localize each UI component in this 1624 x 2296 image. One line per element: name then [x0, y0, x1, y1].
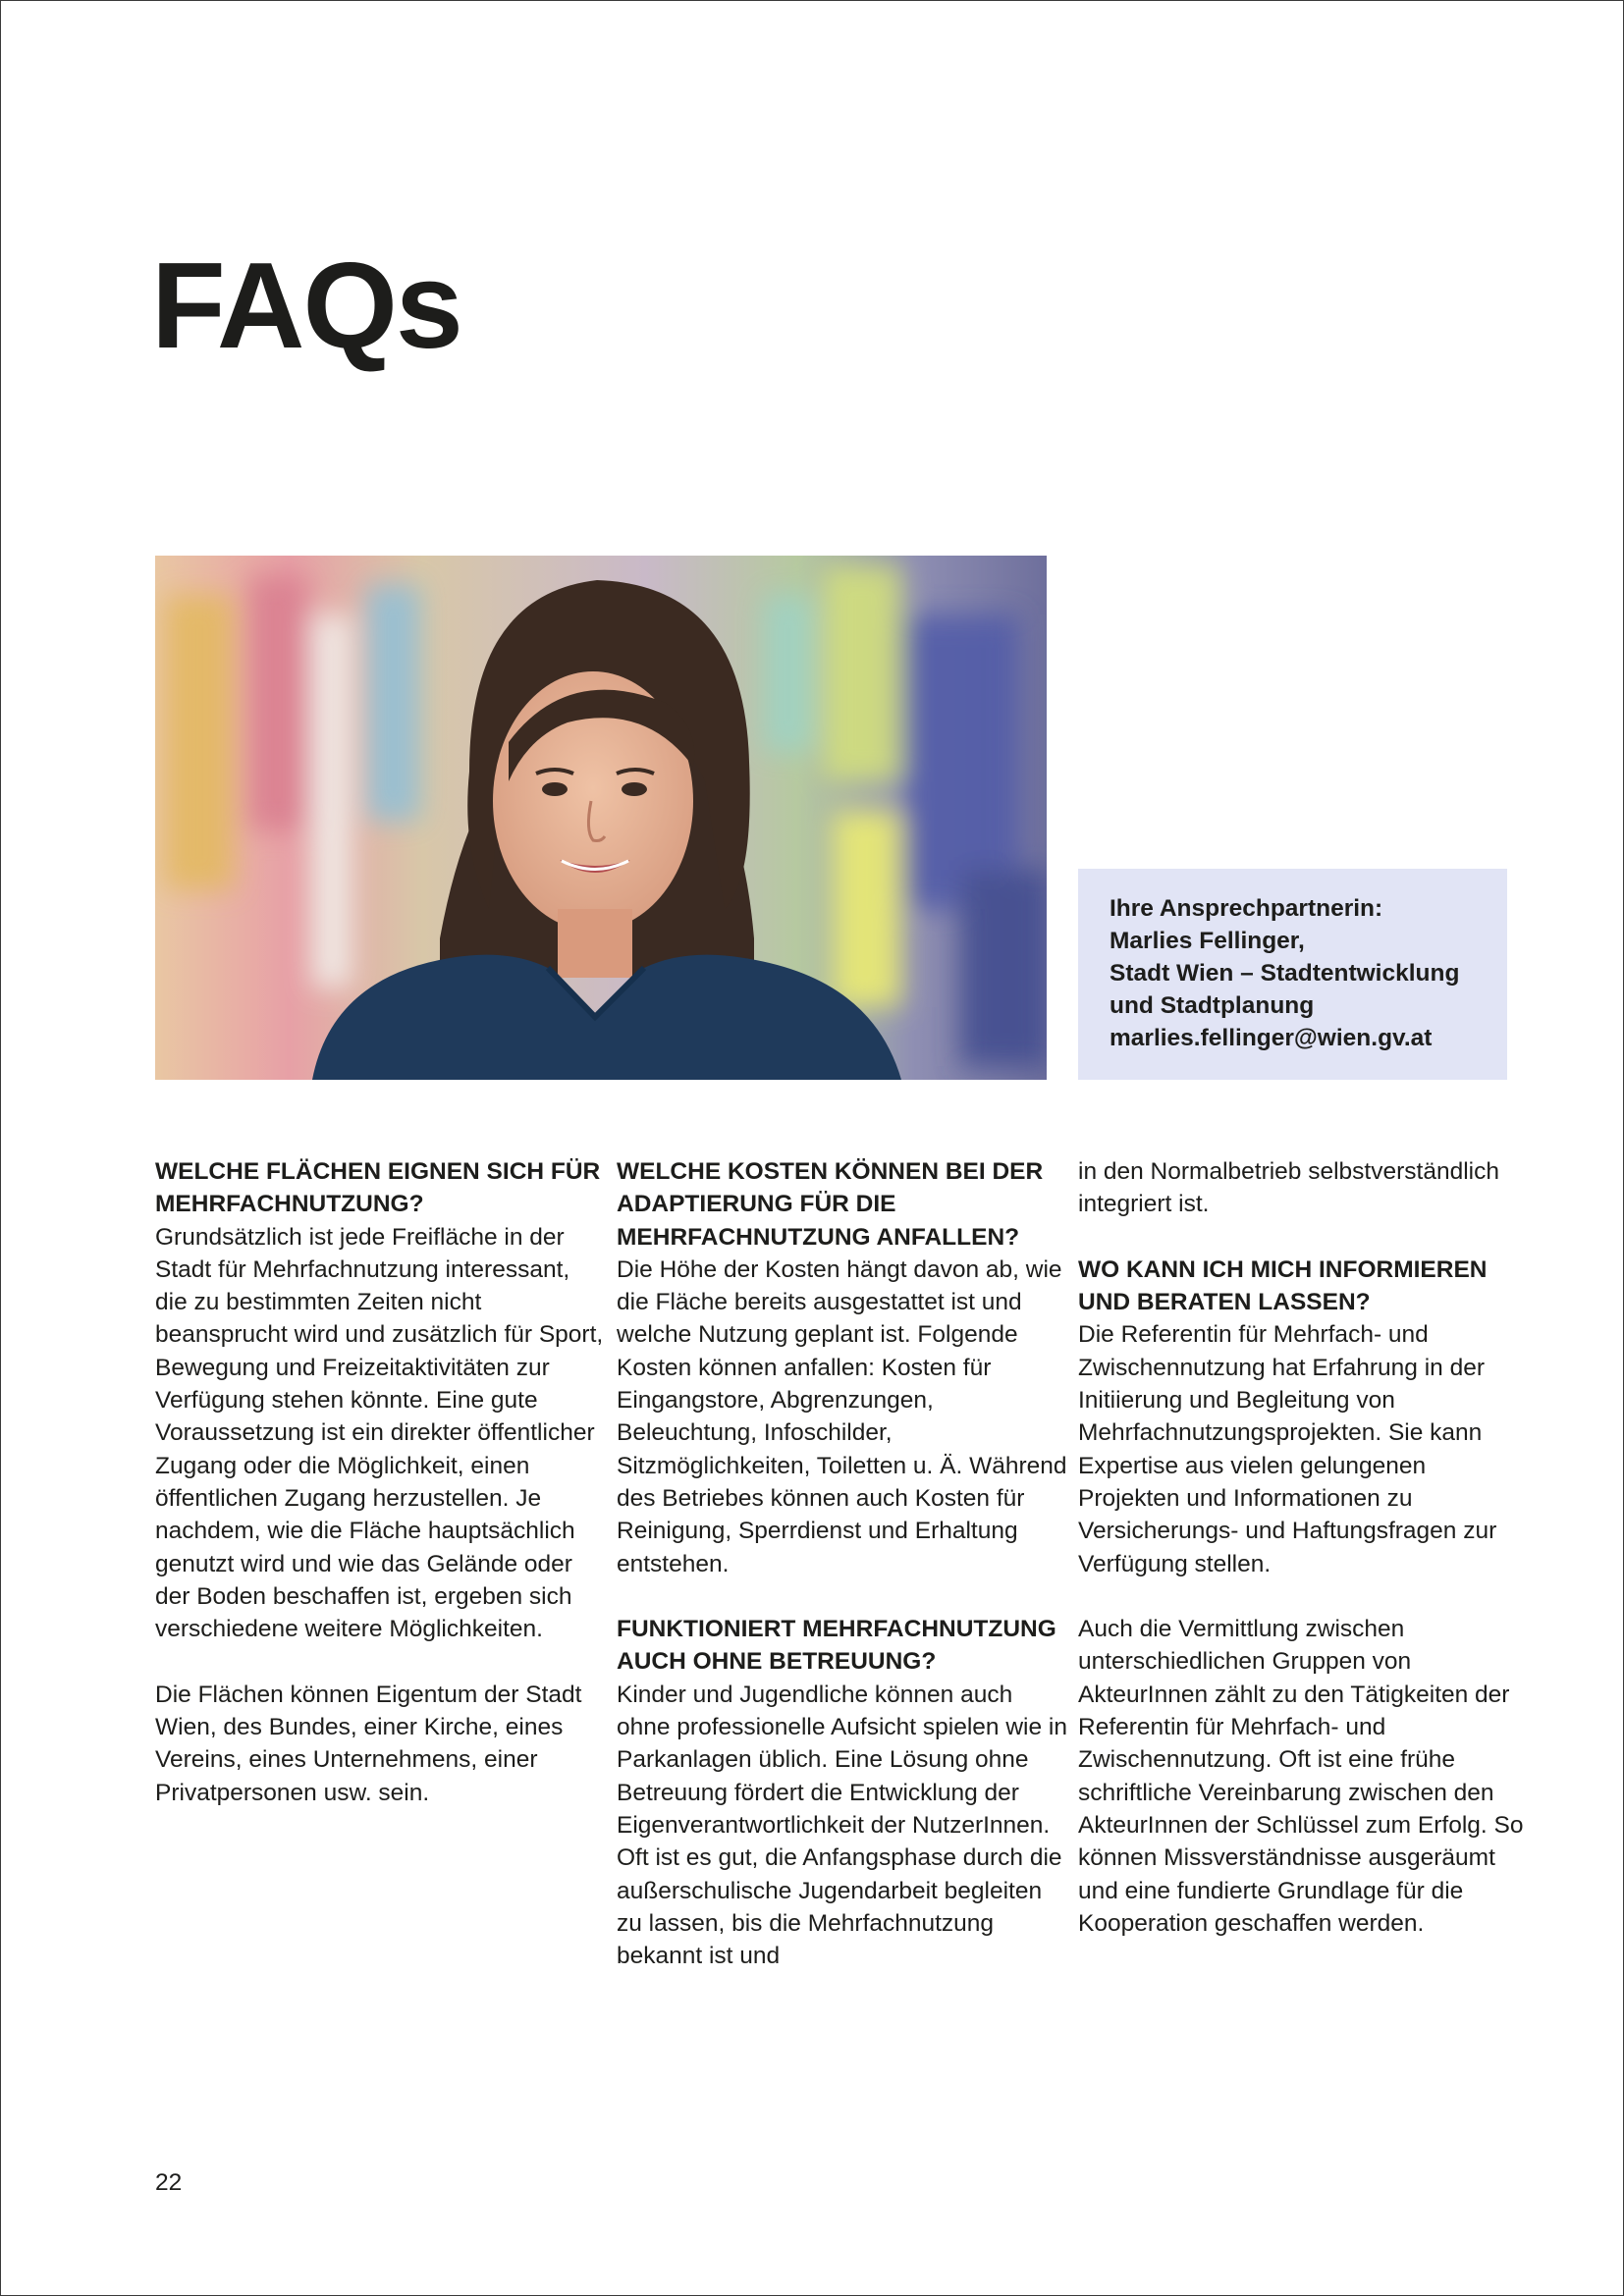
contact-email[interactable]: marlies.fellinger@wien.gv.at: [1110, 1025, 1433, 1051]
portrait-photo: [155, 556, 1047, 1080]
contact-department: und Stadtplanung: [1110, 992, 1315, 1019]
page-number: 22: [155, 2169, 183, 2196]
faq-answer-surfaces-ownership: Die Flächen können Eigentum der Stadt Wien, des Bundes, einer Kirche, eines Vereins, eines Unternehmens, einer Privatpersonen usw. sein.: [155, 1681, 582, 1806]
contact-organization: Stadt Wien – Stadtentwicklung: [1110, 960, 1460, 987]
faq-question-supervision: FUNKTIONIERT MEHRFACHNUTZUNG AUCH OHNE BETREUUNG?: [617, 1616, 1056, 1676]
contact-box: [1078, 869, 1507, 1080]
faq-answer-supervision: Kinder und Jugendliche können auch ohne professionelle Aufsicht spielen wie in Parkanlagen üblich. Eine Lösung ohne Betreuung fördert die Entwicklung der Eigenverantwortlichkeit der NutzerInnen. Oft ist es gut, die Anfangsphase durch die außerschulische Jugendarbeit begleiten zu lassen, bis die Mehrfachnutzung bekannt ist und: [617, 1681, 1067, 1970]
contact-name: Marlies Fellinger,: [1110, 928, 1305, 954]
column-1: [155, 1155, 607, 1809]
portrait-photo-illustration: [155, 556, 1047, 1080]
faq-question-costs: WELCHE KOSTEN KÖNNEN BEI DER ADAPTIERUNG FÜR DIE MEHRFACHNUTZUNG ANFALLEN?: [617, 1158, 1044, 1251]
faq-answer-surfaces: Grundsätzlich ist jede Freifläche in der Stadt für Mehrfachnutzung interessant, die zu bestimmten Zeiten nicht beansprucht wird und zusätzlich für Sport, Bewegung und Freizeitaktivitäten zur Verfügung stehen könnte. Eine gute Voraussetzung ist ein direkter öffentlicher Zugang oder die Möglichkeit, einen öffentlichen Zugang herzustellen. Je nachdem, wie die Fläche hauptsächlich genutzt wird und wie das Gelände oder der Boden beschaffen ist, ergeben sich verschiedene weitere Möglichkeiten.: [155, 1223, 604, 1643]
contact-label: Ihre Ansprechpartnerin:: [1110, 895, 1383, 922]
column-3: [1078, 1155, 1530, 1940]
page-title: FAQs: [151, 239, 461, 374]
faq-question-advice: WO KANN ICH MICH INFORMIEREN UND BERATEN LASSEN?: [1078, 1255, 1488, 1316]
column-2: [617, 1155, 1068, 1972]
faq-answer-costs: Die Höhe der Kosten hängt davon ab, wie die Fläche bereits ausgestattet ist und welche Nutzung geplant ist. Folgende Kosten können anfallen: Kosten für Eingangstore, Abgrenzungen, Beleuchtung, Infoschilder, Sitzmöglichkeiten, Toiletten u. Ä. Während des Betriebes können auch Kosten für Reinigung, Sperrdienst und Erhaltung entstehen.: [617, 1255, 1067, 1577]
faq-answer-advice: Die Referentin für Mehrfach- und Zwischennutzung hat Erfahrung in der Initiierung und Begleitung von Mehrfachnutzungsprojekten. Sie kann Expertise aus vielen gelungenen Projekten und Informationen zu Versicherungs- und Haftungsfragen zur Verfügung stellen.: [1078, 1321, 1497, 1577]
faq-answer-advice-mediation: Auch die Vermittlung zwischen unterschiedlichen Gruppen von AkteurInnen zählt zu den Tätigkeiten der Referentin für Mehrfach- und Zwischennutzung. Oft ist eine frühe schriftliche Vereinbarung zwischen den AkteurInnen der Schlüssel zum Erfolg. So können Missverständnisse ausgeräumt und eine fundierte Grundlage für die Kooperation geschaffen werden.: [1078, 1616, 1524, 1937]
faq-question-surfaces: WELCHE FLÄCHEN EIGNEN SICH FÜR MEHRFACHNUTZUNG?: [155, 1158, 601, 1218]
faq-answer-supervision-continued: in den Normalbetrieb selbstverständlich integriert ist.: [1078, 1158, 1499, 1218]
